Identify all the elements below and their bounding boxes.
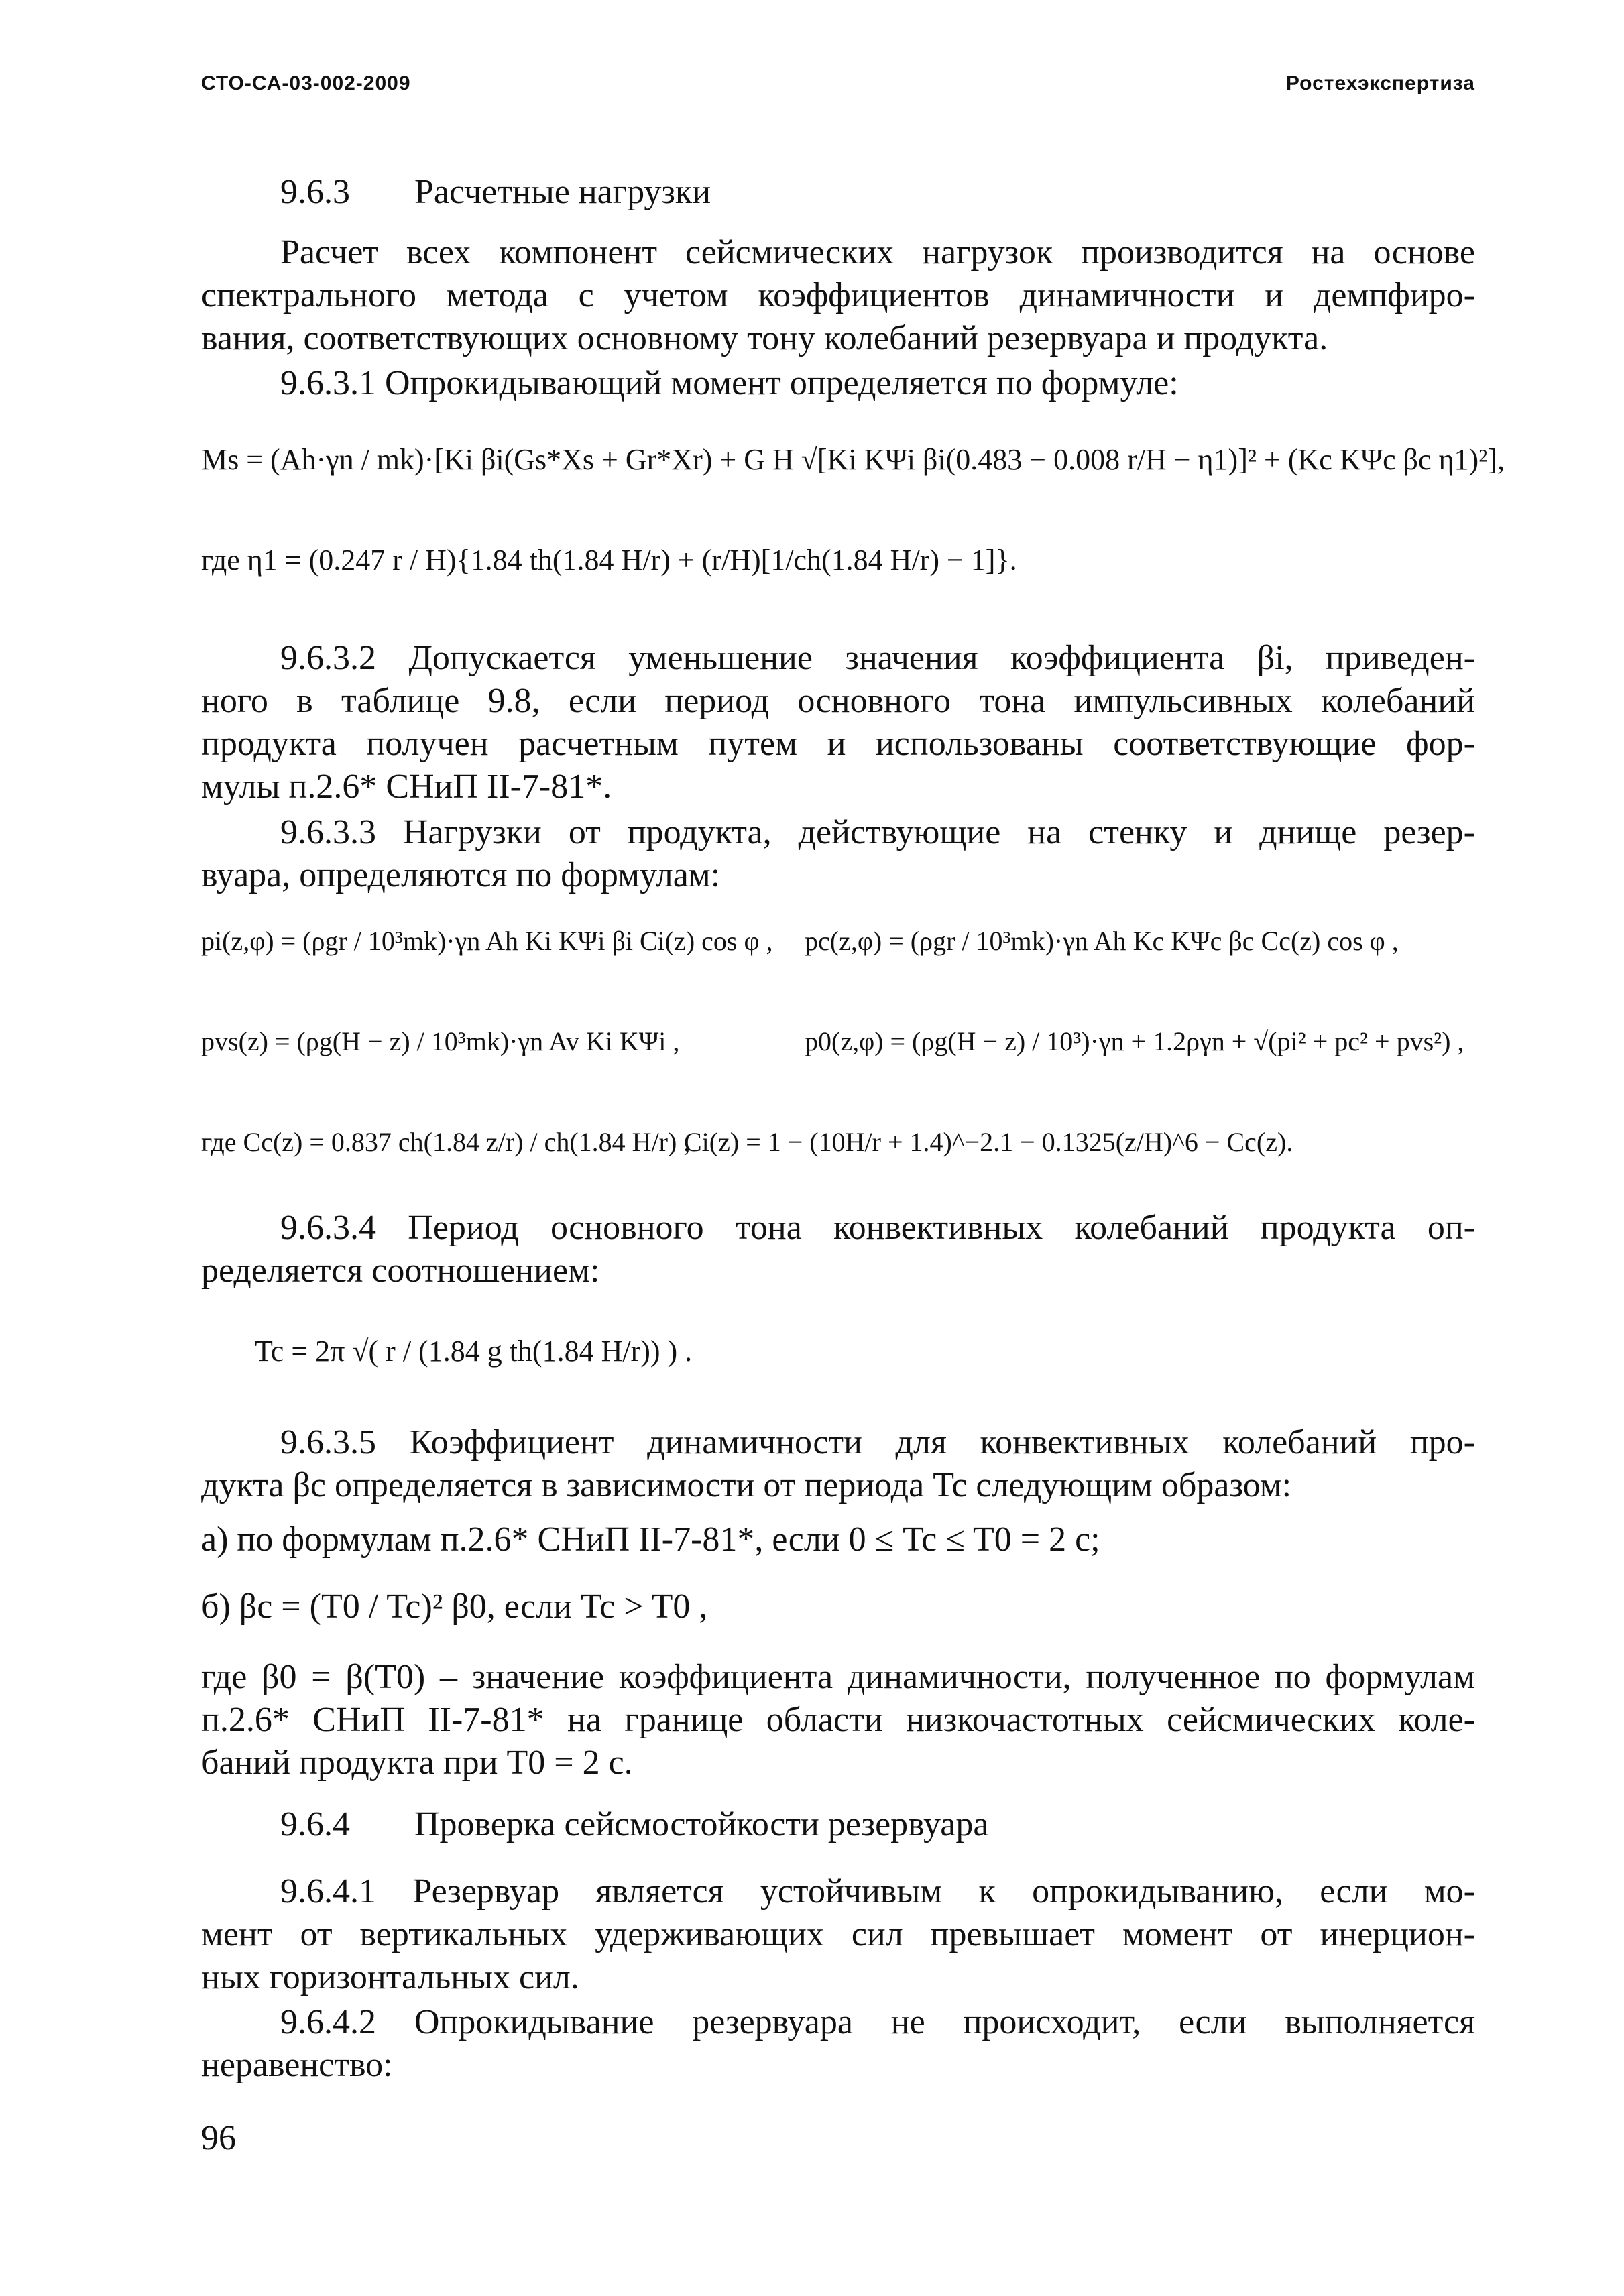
text-line: 9.6.3.3 Нагрузки от продукта, действующие на стенку и днище резер- — [280, 813, 1475, 851]
text-line: 9.6.3.1 Опрокидывающий момент определяется по формуле: — [280, 364, 1179, 402]
paragraph-9634 — [201, 1207, 1475, 1292]
section-number: 9.6.3 — [280, 173, 350, 211]
text-line: дукта βc определяется в зависимости от периода Tc следующим образом: — [201, 1466, 1292, 1504]
formula-p0: p0(z,φ) = (ρg(H − z) / 10³)·γn + 1.2ργn + √(pi² + pc² + pvs²) , — [805, 1026, 1464, 1056]
text-line: ного в таблице 9.8, если период основного тона импульсивных колебаний — [201, 682, 1475, 720]
formula-pc: pc(z,φ) = (ρgr / 10³mk)·γn Ah Kc KΨc βc Cc(z) cos φ , — [805, 926, 1399, 956]
paragraph-9632 — [201, 637, 1475, 808]
text-line: вуара, определяются по формулам: — [201, 856, 721, 894]
formula-period-tc: Tc = 2π √( r / (1.84 g th(1.84 H/r)) ) . — [255, 1335, 693, 1368]
text-line: мулы п.2.6* СНиП II-7-81*. — [201, 768, 612, 806]
section-number: 9.6.4 — [280, 1805, 350, 1844]
text-line: мент от вертикальных удерживающих сил превышает момент от инерцион- — [201, 1915, 1475, 1953]
text-line: продукта получен расчетным путем и использованы соответствующие фор- — [201, 725, 1475, 763]
section-title: Проверка сейсмостойкости резервуара — [414, 1805, 989, 1844]
paragraph-9641 — [201, 1870, 1475, 1999]
text-line: спектрального метода с учетом коэффициентов динамичности и демпфиро- — [201, 276, 1475, 314]
paragraph-9642 — [201, 2001, 1475, 2087]
section-heading-964 — [280, 1803, 988, 1846]
text-line: а) по формулам п.2.6* СНиП II-7-81*, если 0 ≤ Tc ≤ T0 = 2 с; — [201, 1520, 1100, 1559]
list-item-a — [201, 1518, 1475, 1561]
text-line: баний продукта при T0 = 2 с. — [201, 1744, 633, 1782]
paragraph-9635 — [201, 1421, 1475, 1507]
text-line: 9.6.4.2 Опрокидывание резервуара не происходит, если выполняется — [280, 2003, 1475, 2041]
formula-overturning-moment: Ms = (Ah·γn / mk)·[Ki βi(Gs*Xs + Gr*Xr) + G H √[Ki KΨi βi(0.483 − 0.008 r/H − η1)]² + (Kc KΨc βc η1)²], — [201, 443, 1505, 476]
paragraph-beta0 — [201, 1656, 1475, 1785]
text-line: 9.6.3.2 Допускается уменьшение значения коэффициента βi, приведен- — [280, 639, 1475, 677]
formula-eta: где η1 = (0.247 r / H){1.84 th(1.84 H/r) + (r/H)[1/ch(1.84 H/r) − 1]}. — [201, 544, 1017, 577]
text-line: вания, соответствующих основному тону колебаний резервуара и продукта. — [201, 319, 1328, 357]
formula-cc: где Cc(z) = 0.837 ch(1.84 z/r) / ch(1.84 H/r) , — [201, 1127, 691, 1157]
paragraph-9633 — [201, 811, 1475, 897]
formula-ci: Ci(z) = 1 − (10H/r + 1.4)^−2.1 − 0.1325(z/H)^6 − Cc(z). — [684, 1127, 1293, 1157]
text-line: ределяется соотношением: — [201, 1252, 600, 1290]
text-line: 9.6.4.1 Резервуар является устойчивым к опрокидыванию, если мо- — [280, 1872, 1475, 1911]
text-line: 9.6.3.5 Коэффициент динамичности для конвективных колебаний про- — [280, 1423, 1475, 1461]
text-line: ных горизонтальных сил. — [201, 1958, 579, 1996]
publisher-name: Ростехэкспертиза — [1285, 72, 1475, 95]
text-line: Расчет всех компонент сейсмических нагрузок производится на основе — [280, 233, 1475, 271]
text-line: 9.6.3.4 Период основного тона конвективных колебаний продукта оп- — [280, 1209, 1475, 1247]
formula-pi: pi(z,φ) = (ρgr / 10³mk)·γn Ah Ki KΨi βi Ci(z) cos φ , — [201, 926, 773, 956]
text-line: б) βc = (T0 / Tc)² β0, если Tc > T0 , — [201, 1587, 708, 1626]
list-item-b — [201, 1585, 1475, 1628]
text-line: п.2.6* СНиП II-7-81* на границе области низкочастотных сейсмических коле- — [201, 1701, 1475, 1739]
doc-code: СТО-СА-03-002-2009 — [201, 72, 411, 95]
section-title: Расчетные нагрузки — [414, 173, 711, 211]
text-line: где β0 = β(T0) – значение коэффициента динамичности, полученное по формулам — [201, 1658, 1475, 1696]
paragraph-963 — [201, 231, 1475, 360]
page-number: 96 — [201, 2119, 236, 2157]
section-heading-963 — [280, 171, 711, 214]
text-line: неравенство: — [201, 2046, 393, 2084]
paragraph-9631 — [201, 362, 1475, 405]
formula-pvs: pvs(z) = (ρg(H − z) / 10³mk)·γn Av Ki KΨi , — [201, 1026, 680, 1056]
